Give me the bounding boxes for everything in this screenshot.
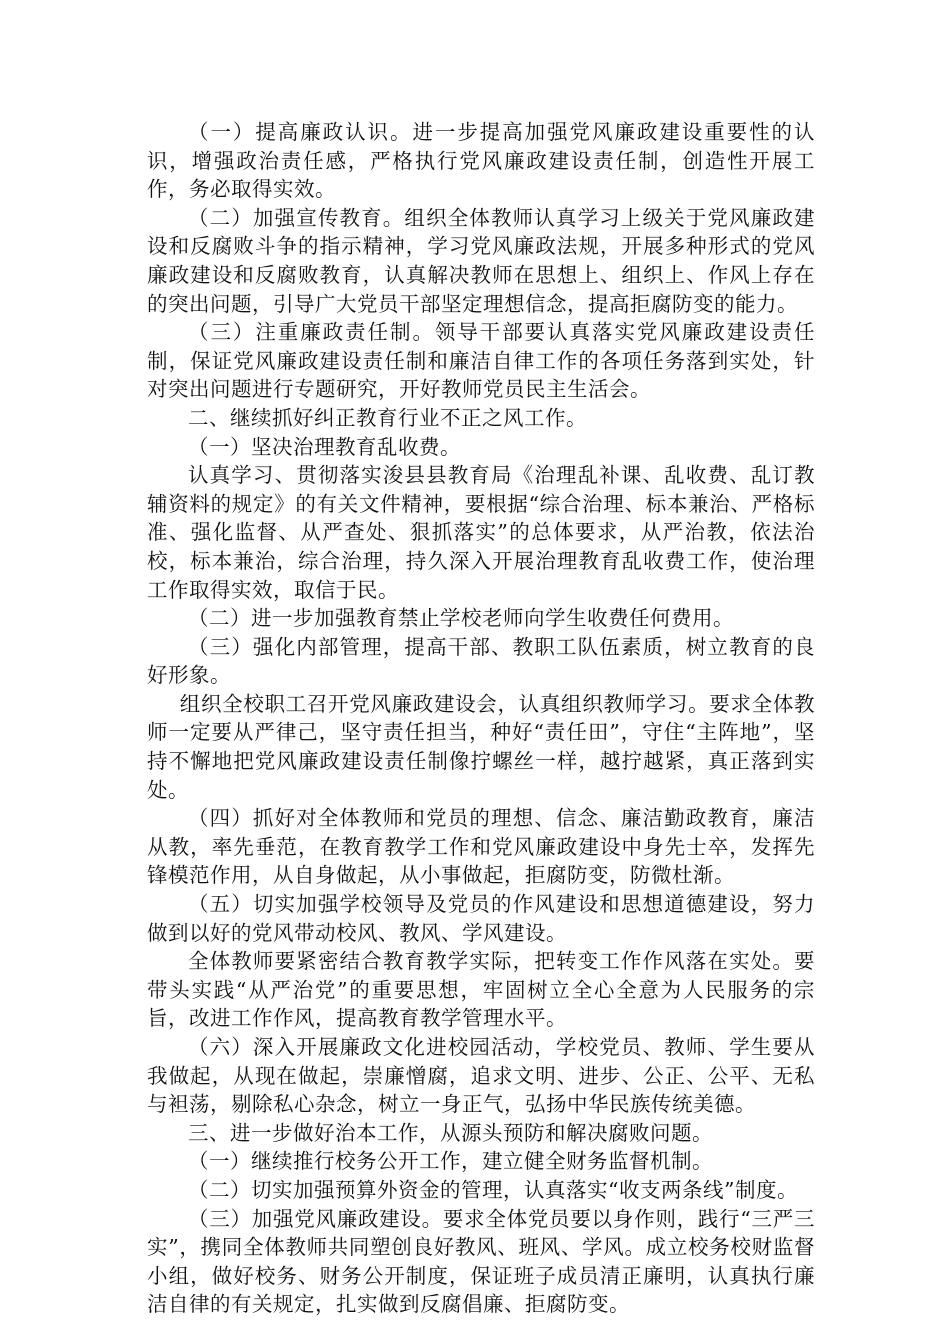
paragraph-13: （六）深入开展廉政文化进校园活动，学校党员、教师、学生要从我做起，从现在做起，崇廉憎腐，追求文明、进步、公正、公平、无私与袒荡，剔除私心杂念，树立一身正气，弘扬中华民族传统美德。 xyxy=(147,1035,815,1117)
paragraph-3: （三）注重廉政责任制。领导干部要认真落实党风廉政建设责任制，保证党风廉政建设责任制和廉洁自律工作的各项任务落到实处，针对突出问题进行专题研究，开好教师党员民主生活会。 xyxy=(147,320,815,402)
document-body xyxy=(147,118,815,1319)
paragraph-12: 全体教师要紧密结合教育教学实际，把转变工作作风落在实处。要带头实践“从严治党”的重要思想，牢固树立全心全意为人民服务的宗旨，改进工作作风，提高教育教学管理水平。 xyxy=(147,949,815,1031)
paragraph-1: （一）提高廉政认识。进一步提高加强党风廉政建设重要性的认识，增强政治责任感，严格执行党风廉政建设责任制，创造性开展工作，务必取得实效。 xyxy=(147,120,815,202)
paragraph-15: （一）继续推行校务公开工作，建立健全财务监督机制。 xyxy=(188,1149,713,1174)
paragraph-7: （二）进一步加强教育禁止学校老师向学生收费任何费用。 xyxy=(188,606,734,631)
section-heading-2: 二、继续抓好纠正教育行业不正之风工作。 xyxy=(188,405,587,430)
paragraph-2: （二）加强宣传教育。组织全体教师认真学习上级关于党风廉政建设和反腐败斗争的指示精神，学习党风廉政法规，开展多种形式的党风廉政建设和反腐败教育，认真解决教师在思想上、组织上、作风上存在的突出问题，引导广大党员干部坚定理想信念，提高拒腐防变的能力。 xyxy=(147,205,815,316)
paragraph-8: （三）强化内部管理，提高干部、教职工队伍素质，树立教育的良好形象。 xyxy=(147,634,815,688)
paragraph-6: 认真学习、贯彻落实浚县县教育局《治理乱补课、乱收费、乱订教辅资料的规定》的有关文件精神，要根据“综合治理、标本兼治、严格标准、强化监督、从严查处、狠抓落实”的总体要求，从严治教，依法治校，标本兼治，综合治理，持久深入开展治理教育乱收费工作，使治理工作取得实效，取信于民。 xyxy=(147,463,815,602)
paragraph-9: 组织全校职工召开党风廉政建设会，认真组织教师学习。要求全体教师一定要从严律己，坚守责任担当，种好“责任田”，守住“主阵地”，坚持不懈地把党风廉政建设责任制像拧螺丝一样，越拧越紧，真正落到实处。 xyxy=(147,691,815,802)
paragraph-10: （四）抓好对全体教师和党员的理想、信念、廉洁勤政教育，廉洁从教，率先垂范，在教育教学工作和党风廉政建设中身先士卒，发挥先锋模范作用，从自身做起，从小事做起，拒腐防变，防微杜渐。 xyxy=(147,806,815,888)
section-heading-3: 三、进一步做好治本工作，从源头预防和解决腐败问题。 xyxy=(188,1120,713,1145)
paragraph-16: （二）切实加强预算外资金的管理，认真落实“收支两条线”制度。 xyxy=(188,1177,798,1202)
paragraph-17: （三）加强党风廉政建设。要求全体党员要以身作则，践行“三严三实”，携同全体教师共同塑创良好教风、班风、学风。成立校务校财监督小组，做好校务、财务公开制度，保证班子成员清正廉明，认真执行廉洁自律的有关规定，扎实做到反腐倡廉、拒腐防变。 xyxy=(147,1206,815,1317)
paragraph-5: （一）坚决治理教育乱收费。 xyxy=(188,434,461,459)
paragraph-11: （五）切实加强学校领导及党员的作风建设和思想道德建设，努力做到以好的党风带动校风、教风、学风建设。 xyxy=(147,892,815,945)
